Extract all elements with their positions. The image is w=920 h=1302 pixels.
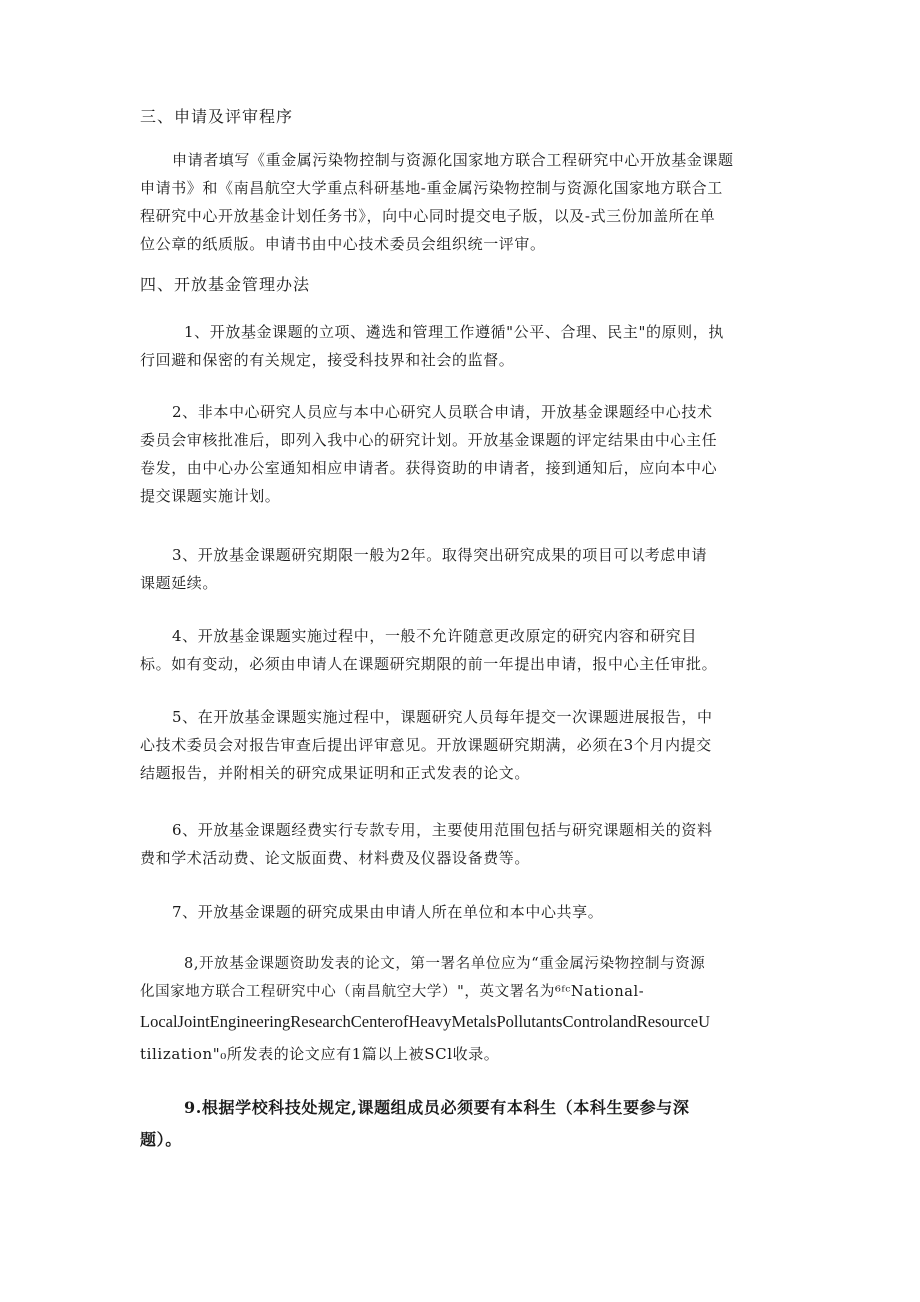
rule-item-7 bbox=[140, 898, 780, 926]
text-line: 申请者填写《重金属污染物控制与资源化国家地方联合工程研究中心开放基金课题 bbox=[172, 151, 734, 169]
text-line: 委员会审核批准后，即列入我中心的研究计划。开放基金课题的评定结果由中心主任 bbox=[140, 431, 718, 449]
section-4-heading: 四、开放基金管理办法 bbox=[140, 275, 311, 294]
text-line: 结题报告，并附相关的研究成果证明和正式发表的论文。 bbox=[140, 764, 531, 782]
text-line: 行回避和保密的有关规定，接受科技界和社会的监督。 bbox=[140, 351, 515, 369]
text-line: 卷发，由中心办公室通知相应申请者。获得资助的申请者，接到通知后，应向本中心 bbox=[140, 459, 718, 477]
text-line: 2、非本中心研究人员应与本中心研究人员联合申请，开放基金课题经中心技术 bbox=[172, 403, 713, 421]
text-line: 1、开放基金课题的立项、遴选和管理工作遵循"公平、合理、民主"的原则，执 bbox=[184, 323, 724, 341]
text-line: 5、在开放基金课题实施过程中，课题研究人员每年提交一次课题进展报告，中 bbox=[172, 708, 713, 726]
rule-item-6 bbox=[140, 816, 780, 872]
rule-item-9 bbox=[140, 1092, 780, 1156]
section-3-paragraph bbox=[140, 146, 780, 258]
text-line: 6、开放基金课题经费实行专款专用，主要使用范围包括与研究课题相关的资料 bbox=[172, 821, 713, 839]
text-line: 课题延续。 bbox=[140, 574, 219, 592]
text-line: 8,开放基金课题资助发表的论文，第一署名单位应为“重金属污染物控制与资源 bbox=[184, 956, 706, 972]
text-line: 心技术委员会对报告审查后提出评审意见。开放课题研究期满，必须在3个月内提交 bbox=[140, 736, 712, 754]
text-line: 题）。 bbox=[140, 1130, 182, 1149]
text-line: 7、开放基金课题的研究成果由申请人所在单位和本中心共享。 bbox=[172, 903, 604, 921]
text-line: LocalJointEngineeringResearchCenterofHeavyMetalsPollutantsControlandResourceU bbox=[140, 1012, 711, 1031]
text-line: 提交课题实施计划。 bbox=[140, 487, 281, 505]
section-3-heading: 三、申请及评审程序 bbox=[140, 107, 294, 126]
text-line: 4、开放基金课题实施过程中，一般不允许随意更改原定的研究内容和研究目 bbox=[172, 627, 697, 645]
text-line: tilization"₀所发表的论文应有1篇以上被SCl收录。 bbox=[140, 1045, 500, 1063]
text-line: 化国家地方联合工程研究中心（南昌航空大学）"，英文署名为⁶ᶠᶜNational- bbox=[140, 984, 645, 1000]
rule-item-1 bbox=[140, 318, 780, 374]
text-line: 费和学术活动费、论文版面费、材料费及仪器设备费等。 bbox=[140, 849, 531, 867]
text-line: 9.根据学校科技处规定,课题组成员必须要有本科生（本科生要参与深 bbox=[184, 1098, 690, 1117]
rule-item-2 bbox=[140, 398, 780, 510]
text-line: 位公章的纸质版。申请书由中心技术委员会组织统一评审。 bbox=[140, 235, 546, 253]
rule-item-8 bbox=[140, 950, 780, 1070]
text-line: 程研究中心开放基金计划任务书》，向中心同时提交电子版，以及-式三份加盖所在单 bbox=[140, 207, 716, 225]
rule-item-3 bbox=[140, 541, 780, 597]
text-line: 标。如有变动，必须由申请人在课题研究期限的前一年提出申请，报中心主任审批。 bbox=[140, 655, 718, 673]
text-line: 3、开放基金课题研究期限一般为2年。取得突出研究成果的项目可以考虑申请 bbox=[172, 546, 708, 564]
text-line: 申请书》和《南昌航空大学重点科研基地-重金属污染物控制与资源化国家地方联合工 bbox=[140, 179, 723, 197]
rule-item-4 bbox=[140, 622, 780, 678]
rule-item-5 bbox=[140, 703, 780, 787]
